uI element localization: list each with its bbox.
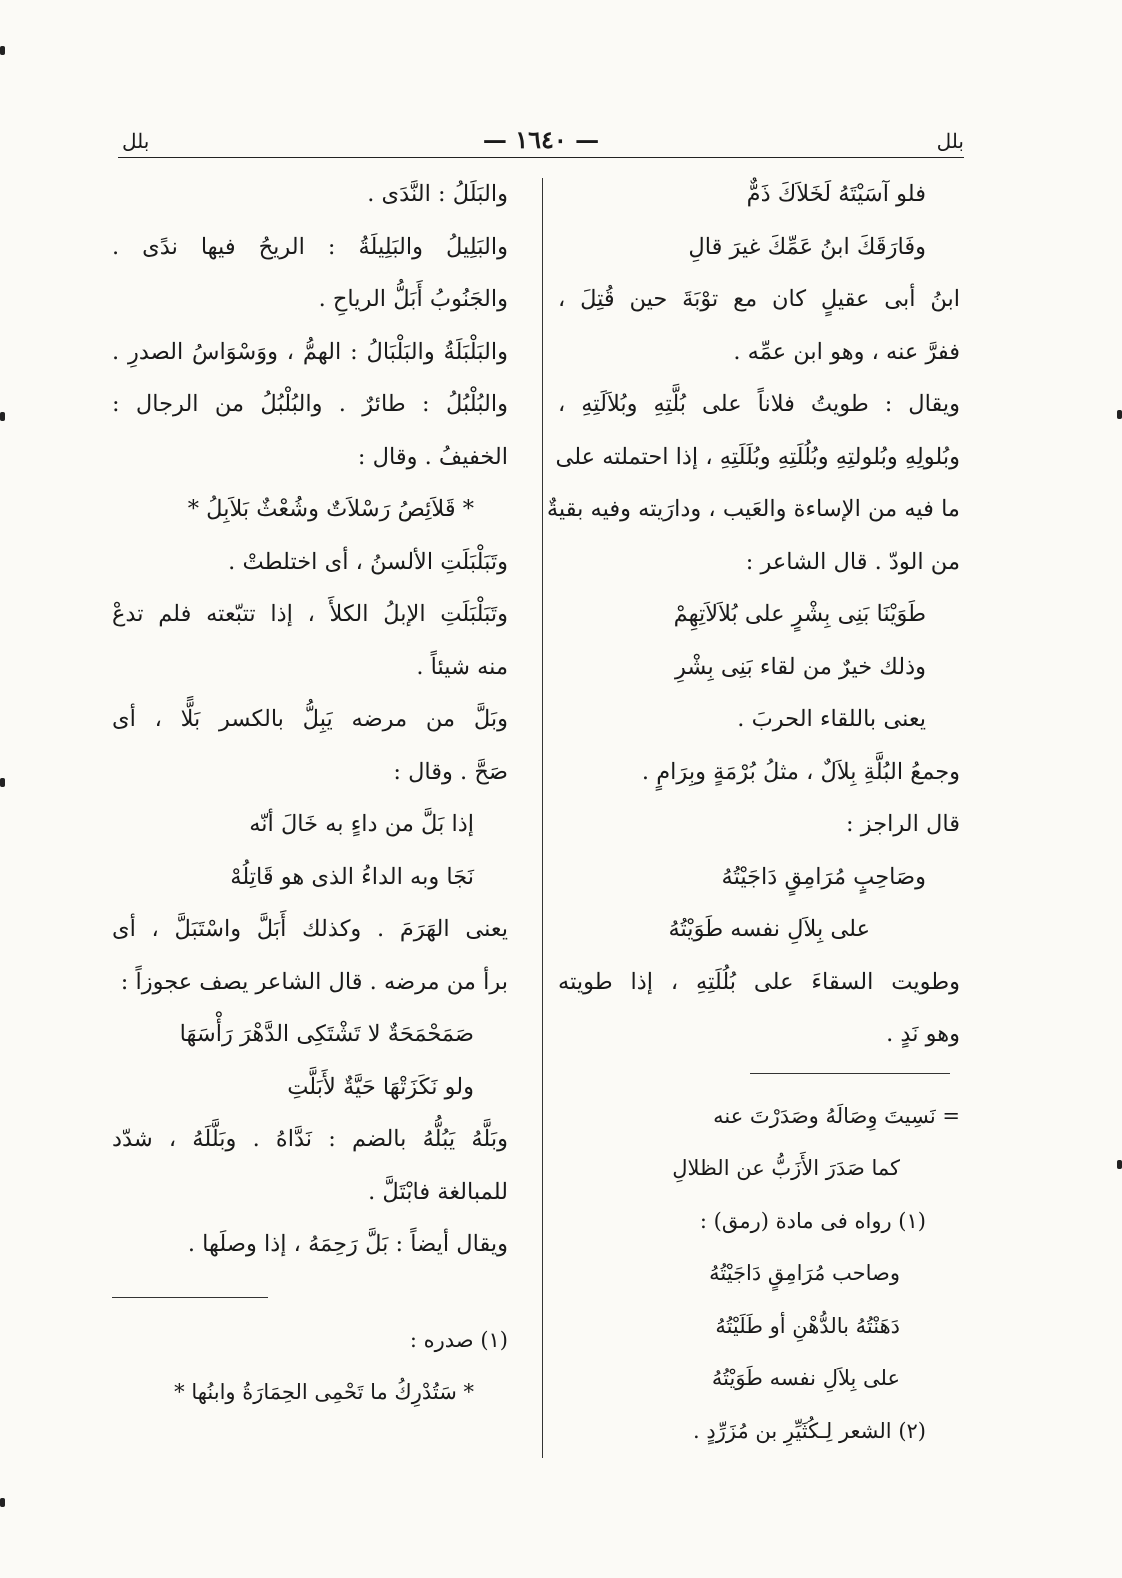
- text-line: للمبالغة فابْتَلَّ .: [368, 1178, 508, 1205]
- text-line: والبَلِيلُ والبَلِيلَةُ : الريحُ فيها ندًى .: [112, 233, 508, 260]
- text-line: وجمعُ البُلَّةِ بِلاَلٌ ، مثلُ بُرْمَةٍ وبِرَامٍ .: [641, 758, 960, 785]
- right-footnotes: [558, 1090, 960, 1458]
- text-line: ففرَّ عنه ، وهو ابن عمِّه .: [733, 338, 960, 365]
- footnote-line: (١) صدره :: [409, 1327, 508, 1352]
- text-line: وتَبَلْبَلَتِ الإبلُ الكلأَ ، إذا تتبّعته فلم تدعْ: [112, 601, 508, 627]
- left-footnotes: [112, 1314, 508, 1419]
- verse-line: نَجَا وبه الداءُ الذى هو قَاتِلُهْ: [230, 863, 474, 890]
- text-line: قال الراجز :: [846, 811, 960, 837]
- scan-mark: [0, 1498, 5, 1507]
- footnote-verse-line: = نَسِيتَ وِصَالَهُ وصَدَرْتَ عنه: [713, 1103, 960, 1128]
- footnote-verse-line: وصاحب مُرَامِقٍ دَاجَيْتُهُ: [709, 1261, 900, 1285]
- text-line: وهو نَدٍ .: [886, 1021, 960, 1047]
- text-line: ويقال : طويتُ فلاناً على بُلَّتِهِ وبُلاَلَتِهِ ،: [558, 391, 960, 417]
- text-line: منه شيئاً .: [416, 653, 508, 680]
- column-divider: [542, 178, 543, 1458]
- verse-line: وذلك خيرٌ من لقاء بَنِى بِشْرِ: [675, 653, 926, 680]
- text-line: ويقال أيضاً : بَلَّ رَحِمَهُ ، إذا وصلَها .: [187, 1231, 508, 1257]
- text-line: ما فيه من الإساءة والعَيب ، ودارَيته وفيه بقيةٌ: [546, 496, 960, 522]
- text-line: وبَلَّ من مرضه يَبِلُّ بالكسر بَلًّا ، أى: [112, 706, 508, 732]
- spacer: [112, 1271, 508, 1285]
- verse-line: إذا بَلَّ من داءٍ به خَالَ أنّه: [249, 811, 474, 837]
- text-line: والبَلْبَلَةُ والبَلْبَالُ : الهمُّ ، ووَسْوَاسُ الصدرِ .: [112, 338, 508, 365]
- footnote-verse-line: على بِلاَلِ نفسه طَوَيْتُهُ: [711, 1366, 900, 1390]
- verse-line: * قَلاَئِصُ رَسْلاَتٌ وشُعْثٌ بَلاَبِلُ *: [187, 496, 474, 522]
- text-line: وطويت السقاءَ على بُلُلَتِهِ ، إذا طويته: [558, 968, 960, 995]
- text-line: والبَلَلُ : النَّدَى .: [367, 181, 508, 207]
- footnote-verse-line: كما صَدَرَ الأَزَبُّ عن الظلالِ: [672, 1156, 900, 1180]
- verse-line: وفَارَقَكَ ابنُ عَمِّكَ غيرَ قالِ: [688, 233, 926, 260]
- verse-line: على بِلاَلِ نفسه طَوَيْتُهُ: [668, 916, 870, 942]
- verse-line: صَمَحْمَحَةٌ لا تَشْتَكِى الدَّهْرَ رَأْسَهَا: [179, 1021, 474, 1047]
- footnote-rule: [750, 1073, 950, 1074]
- header-rule: [118, 157, 964, 158]
- text-line: الخفيفُ . وقال :: [357, 443, 508, 470]
- text-line: والجَنُوبُ أَبَلُّ الرياحِ .: [318, 286, 508, 312]
- verse-line: ولو نَكَزَتْهَا حَيَّةٌ لأَبَلَّتِ: [287, 1073, 474, 1100]
- text-line: من الودّ . قال الشاعر :: [745, 548, 960, 575]
- footnote-verse-line: دَهَنْتُهُ بالدُّهْنِ أو طَلَيْتُهُ: [715, 1313, 900, 1338]
- footnote-verse-line: * سَتُدْرِكُ ما تَحْمِى الحِمَارَةُ وابنُها *: [174, 1380, 474, 1404]
- verse-line: فلو آسَيْتَهُ لَخَلاَكَ ذَمٌّ: [746, 181, 926, 207]
- text-line: وبَلَّهُ يَبُلُّهُ بالضم : نَدَّاهُ . وبَلَّلَهُ ، شدّد: [112, 1126, 508, 1152]
- scan-mark: [0, 778, 5, 787]
- running-head-left: بلل: [122, 129, 150, 153]
- scan-mark: [0, 46, 5, 55]
- scan-mark: [1117, 410, 1122, 419]
- text-line: برأ من مرضه . قال الشاعر يصف عجوزاً :: [120, 968, 508, 995]
- text-line: يعنى الهَرَمَ . وكذلك أَبَلَّ واسْتَبَلَّ ، أى: [112, 916, 508, 942]
- text-line: والبُلْبُلُ : طائرٌ . والبُلْبُلُ من الرجال :: [112, 391, 508, 417]
- page-header: [118, 125, 964, 159]
- footnote-line: (٢) الشعر لِـكُثَيِّرِ بن مُزَرِّدٍ .: [693, 1418, 926, 1443]
- text-line: يعنى باللقاء الحربَ .: [737, 706, 926, 732]
- verse-line: طَوَيْنَا بَنِى بِشْرٍ على بُلاَلاَتِهِمْ: [673, 601, 926, 627]
- left-column: [112, 168, 508, 1419]
- text-line: وتَبَلْبَلَتِ الألسنُ ، أى اختلطتْ .: [228, 548, 508, 575]
- page-number: — ١٦٤٠ —: [482, 125, 600, 154]
- verse-line: وصَاحِبٍ مُرَامِقٍ دَاجَيْتُهُ: [721, 863, 926, 890]
- right-column: [546, 168, 960, 1457]
- text-line: وبُلولِهِ وبُلولتِهِ وبُلُلَتِهِ وبُلَلَتِهِ ، إذا احتملته على: [555, 443, 960, 470]
- scan-mark: [1117, 1160, 1122, 1169]
- text-line: صَحَّ . وقال :: [393, 758, 508, 785]
- footnote-line: (١) رواه فى مادة (رمق) :: [699, 1208, 926, 1233]
- text-line: ابنُ أبى عقيلٍ كان مع توْبَةَ حين قُتِلَ ،: [558, 286, 960, 312]
- footnote-rule: [112, 1297, 268, 1298]
- scan-mark: [0, 412, 5, 421]
- running-head-right: بلل: [936, 129, 964, 153]
